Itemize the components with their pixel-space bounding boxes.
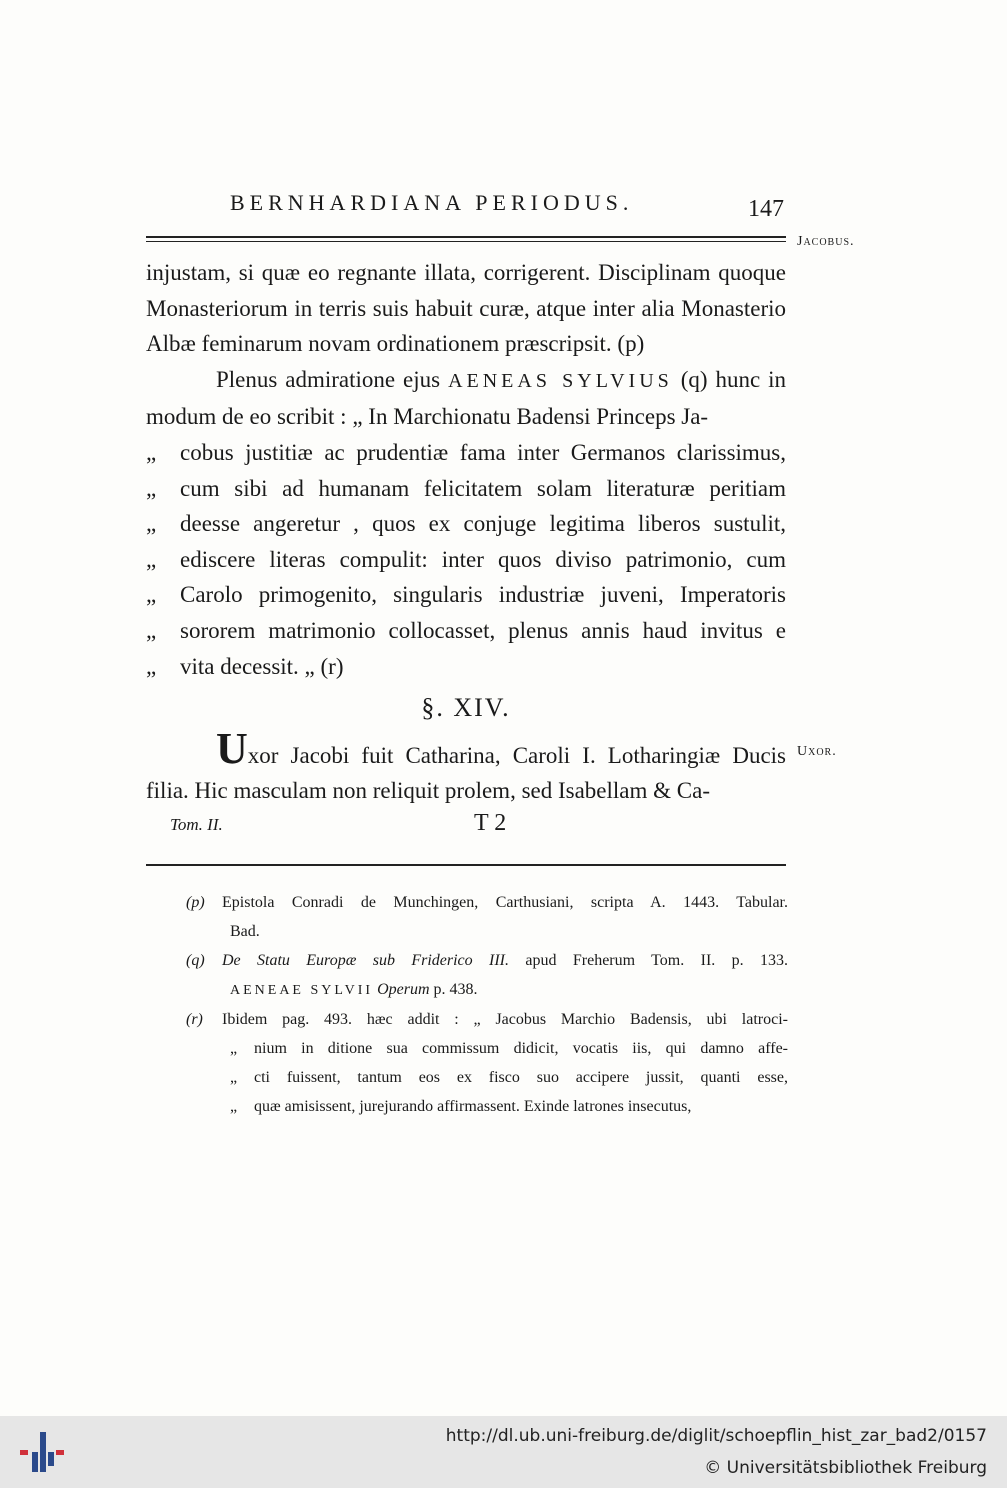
paragraph-2-after-name: (q) hunc in modum de eo scribit : „ In Marchionatu Badensi Princeps Ja-	[146, 366, 786, 430]
footnote-quote-line	[186, 1063, 788, 1092]
footnote-page: p. 438.	[433, 981, 478, 998]
footnote-key: (r)	[186, 1011, 203, 1028]
quote-mark: „	[146, 617, 157, 643]
margin-note-jacobus: Jacobus.	[797, 234, 855, 249]
quote-line	[146, 577, 786, 613]
quote-text: Carolo primogenito, singularis industriæ juveni, Imperatoris	[180, 582, 786, 608]
running-title: BERNHARDIANA PERIODUS.	[230, 190, 634, 215]
quote-mark: „	[146, 475, 157, 501]
footnote-continuation: Bad.	[230, 923, 260, 940]
footnote-key: (p)	[186, 894, 205, 911]
quote-mark: „	[146, 653, 157, 679]
quote-mark: „	[146, 511, 157, 537]
footnote-rule	[146, 864, 786, 866]
quote-line	[146, 613, 786, 649]
paragraph-3-text: xor Jacobi fuit Catharina, Caroli I. Lotharingiæ Ducis filia. Hic masculam non reliquit prolem, sed Isabellam & Ca-	[146, 742, 786, 804]
footnote-continuation	[186, 975, 788, 1005]
footnote-quote-text: cti fuissent, tantum eos ex fisco suo accipere jussit, quanti esse,	[254, 1069, 788, 1086]
quote-text: deesse angeretur , quos ex conjuge legitima liberos sustulit,	[180, 511, 786, 537]
main-text	[146, 255, 786, 809]
footnote-text	[222, 946, 788, 975]
margin-note-uxor: Uxor.	[797, 744, 837, 759]
footnote-ref: apud Freherum Tom. II. p. 133.	[525, 952, 789, 969]
quote-mark: „	[146, 582, 157, 608]
paragraph-3	[146, 723, 786, 809]
quote-mark: „	[146, 546, 157, 572]
footnote-r	[186, 1005, 788, 1034]
footnote-quote-text: nium in ditione sua commissum didicit, vocatis iis, qui damno affe-	[254, 1040, 788, 1057]
dropcap-letter: U	[216, 723, 248, 773]
quote-mark: „	[230, 1098, 238, 1115]
footnotes	[186, 888, 788, 1121]
permalink-url[interactable]: http://dl.ub.uni-freiburg.de/diglit/schoepflin_hist_zar_bad2/0157	[445, 1426, 987, 1446]
quote-line	[146, 542, 786, 578]
quote-line	[146, 471, 786, 507]
quote-line	[146, 649, 786, 685]
quote-text: ediscere literas compulit: inter quos diviso patrimonio, cum	[180, 546, 786, 572]
footnote-quote-text: quæ amisissent, jurejurando affirmassent. Exinde latrones insecutus,	[254, 1098, 692, 1115]
quote-mark: „	[230, 1069, 238, 1086]
library-banner	[0, 1416, 1007, 1488]
quote-text: cum sibi ad humanam felicitatem solam literaturæ peritiam	[180, 475, 786, 501]
footnote-text: Epistola Conradi de Munchingen, Carthusiani, scripta A. 1443. Tabular.	[222, 894, 788, 911]
quote-text: vita decessit. „ (r)	[180, 653, 344, 679]
footnote-q	[186, 946, 788, 975]
ub-freiburg-logo-icon	[18, 1430, 66, 1474]
paragraph-1: injustam, si quæ eo regnante illata, corrigerent. Disciplinam quoque Monasteriorum in terris suis habuit curæ, atque inter alia Monasterio Albæ feminarum novam ordinationem præscripsit. (p)	[146, 260, 786, 357]
quote-mark: „	[146, 439, 157, 465]
section-heading: §. XIV.	[421, 693, 511, 723]
footnote-text: Ibidem pag. 493. hæc addit : „ Jacobus Marchio Badensis, ubi latroci-	[222, 1011, 788, 1028]
author-name: AENEAS SYLVIUS	[448, 369, 673, 392]
footnote-author: AENEAE SYLVII	[230, 983, 374, 998]
footnote-quote-line	[186, 1034, 788, 1063]
quote-text: sororem matrimonio collocasset, plenus annis haud invitus e	[180, 617, 786, 643]
quote-line	[146, 506, 786, 542]
page-number: 147	[748, 196, 784, 222]
quote-mark: „	[230, 1040, 238, 1057]
footnote-key: (q)	[186, 952, 205, 969]
footnote-quote-line	[186, 1092, 788, 1121]
footnote-work: Operum	[377, 981, 430, 998]
quote-line	[146, 435, 786, 471]
header-rule	[146, 236, 786, 242]
quote-text: cobus justitiæ ac prudentiæ fama inter Germanos clarissimus,	[180, 439, 786, 465]
volume-mark: Tom. II.	[170, 815, 223, 834]
footnote-p	[186, 888, 788, 917]
paragraph-2-start: Plenus admiratione ejus	[216, 366, 441, 392]
footnote-title: De Statu Europæ sub Friderico III.	[222, 952, 510, 969]
signature-mark: T 2	[474, 810, 507, 836]
copyright-notice: © Universitätsbibliothek Freiburg	[704, 1458, 987, 1478]
paragraph-2-intro	[146, 362, 786, 435]
